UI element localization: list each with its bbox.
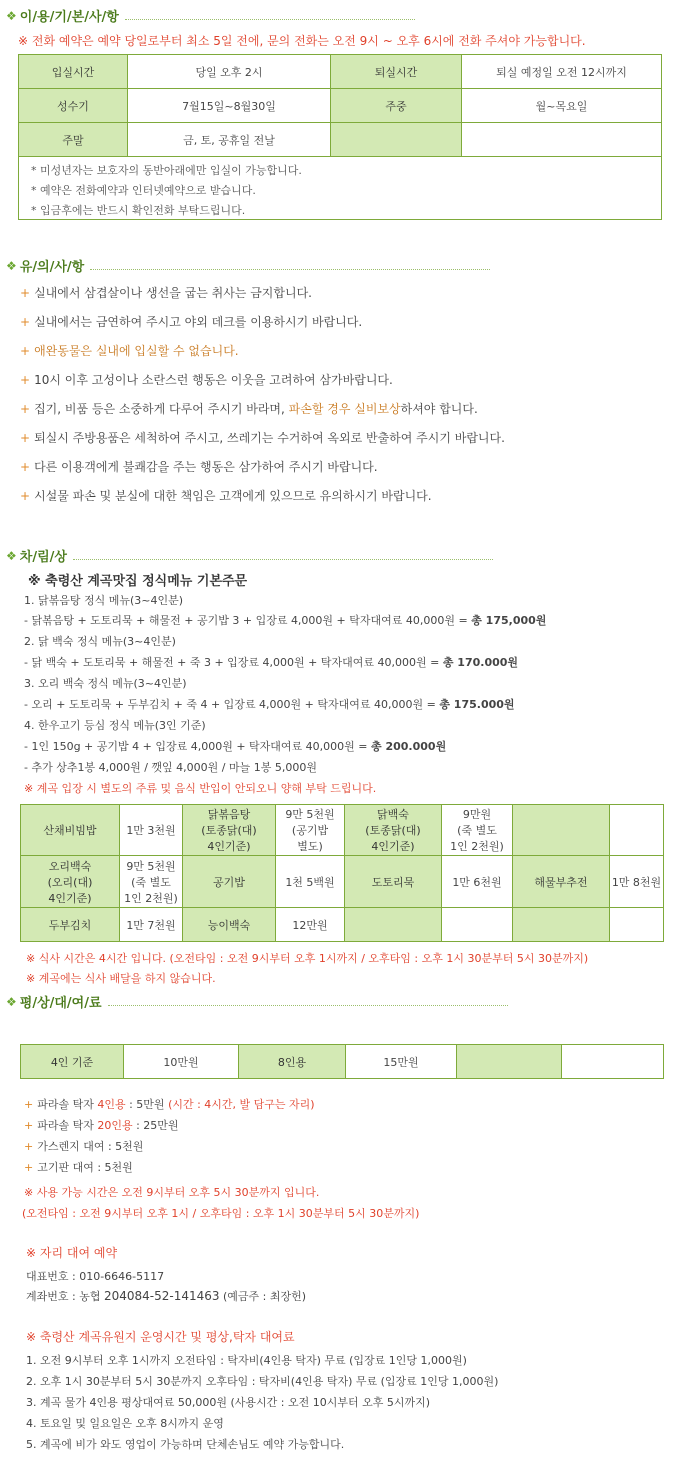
delivery-note: ※ 계곡에는 식사 배달을 하지 않습니다. [26, 972, 216, 985]
list-item: 2. 닭 백숙 정식 메뉴(3~4인분) [24, 635, 176, 648]
list-item: 4. 한우고기 등심 정식 메뉴(3인 기준) [24, 719, 206, 732]
dotted-divider [125, 12, 415, 20]
basic-info-table: 입실시간 당일 오후 2시 퇴실시간 퇴실 예정일 오전 12시까지 성수기 7월15일~8월30일 주중 월~목요일 주말 금, 토, 공휴일 전날 [18, 54, 662, 157]
list-item: 4. 토요일 및 일요일은 오후 8시까지 운영 [26, 1417, 224, 1430]
usage-hours-detail: (오전타임 : 오전 9시부터 오후 1시 / 오후타임 : 오후 1시 30분부터 5시 30분까지) [22, 1207, 420, 1220]
list-item: + 고기판 대여 : 5천원 [24, 1161, 133, 1174]
list-item: 5. 계곡에 비가 와도 영업이 가능하며 단체손님도 예약 가능합니다. [26, 1438, 345, 1451]
usage-hours-note: ※ 사용 가능 시간은 오전 9시부터 오후 5시 30분까지 입니다. [24, 1186, 320, 1199]
list-item: 2. 오후 1시 30분부터 5시 30분까지 오후타임 : 탁자비(4인용 탁자) 무료 (입장료 1인당 1,000원) [26, 1375, 499, 1388]
list-item: + 10시 이후 고성이나 소란스런 행동은 이웃을 고려하여 삼가바랍니다. [20, 373, 393, 387]
dotted-divider [90, 262, 490, 270]
phone-line: 대표번호 : 010-6646-5117 [26, 1270, 165, 1283]
list-item: - 오리 + 도토리묵 + 두부김치 + 죽 4 + 입장료 4,000원 + 탁자대여료 40,000원 = 총 175.000원 [24, 698, 515, 711]
list-item: 3. 계곡 물가 4인용 평상대여료 50,000원 (사용시간 : 오전 10시부터 오후 5시까지) [26, 1396, 431, 1409]
operations-title: ※ 축령산 계곡유원지 운영시간 및 평상,탁자 대여료 [26, 1330, 295, 1344]
dotted-divider [73, 552, 493, 560]
meal-time-note: ※ 식사 시간은 4시간 입니다. (오전타임 : 오전 9시부터 오후 1시까지 / 오후타임 : 오후 1시 30분부터 5시 30분까지) [26, 952, 589, 965]
basic-notes: * 미성년자는 보호자의 동반아래에만 입실이 가능합니다. * 예약은 전화예약과 인터넷예약으로 받습니다. * 입금후에는 반드시 확인전화 부탁드립니다. [18, 156, 662, 220]
reservation-title: ※ 자리 대여 예약 [26, 1246, 118, 1260]
section-caution-title: ❖ 유/의/사/항 [6, 256, 490, 275]
section-rental-title: ❖ 평/상/대/여/료 [6, 992, 508, 1011]
list-item: 1. 닭볶음탕 정식 메뉴(3~4인분) [24, 594, 184, 607]
list-item: + 애완동물은 실내에 입실할 수 없습니다. [20, 344, 239, 358]
list-item: 1. 오전 9시부터 오후 1시까지 오전타임 : 탁자비(4인용 탁자) 무료 (입장료 1인당 1,000원) [26, 1354, 467, 1367]
dotted-divider [108, 998, 508, 1006]
account-line: 계좌번호 : 농협 204084-52-141463 (예금주 : 최장헌) [26, 1289, 307, 1303]
menu-price-table: 산채비빔밥 1만 3천원 닭볶음탕 (토종닭(대) 4인기준) 9만 5천원 (공기밥 별도) 닭백숙 (토종닭(대) 4인기준) 9만원 (죽 별도 1인 2천원) 오리백숙 (오리(대) 4인기준) 9만 5천원 (죽 별도 1인 2천원) 공기밥 1천 5백원 도토리묵 1만 6천원 해물부추전 1만 8천원 두부김치 1만 7천원 능이백숙 12만원 [20, 804, 664, 942]
list-item: - 추가 상추1봉 4,000원 / 깻잎 4,000원 / 마늘 1봉 5,000원 [24, 761, 317, 774]
phone-number[interactable]: 010-6646-5117 [79, 1270, 165, 1283]
list-item: + 다른 이용객에게 불쾌감을 주는 행동은 삼가하여 주시기 바랍니다. [20, 460, 378, 474]
list-item: - 닭 백숙 + 도토리묵 + 해물전 + 죽 3 + 입장료 4,000원 + 탁자대여료 40,000원 = 총 170.000원 [24, 656, 519, 669]
list-item: - 1인 150g + 공기밥 4 + 입장료 4,000원 + 탁자대여료 40,000원 = 총 200.000원 [24, 740, 447, 753]
reservation-notice: ※ 전화 예약은 예약 당일로부터 최소 5일 전에, 문의 전화는 오전 9시 ~ 오후 6시에 전화 주셔야 가능합니다. [18, 34, 586, 48]
list-item: + 퇴실시 주방용품은 세척하여 주시고, 쓰레기는 수거하여 옥외로 반출하여 주시기 바랍니다. [20, 431, 505, 445]
menu-warning: ※ 계곡 입장 시 별도의 주류 및 음식 반입이 안되오니 양해 부탁 드립니다. [24, 782, 377, 795]
list-item: + 실내에서 삼겹살이나 생선을 굽는 취사는 금지합니다. [20, 286, 312, 300]
list-item: + 파라솔 탁자 20인용 : 25만원 [24, 1119, 179, 1132]
list-item: + 파라솔 탁자 4인용 : 5만원 (시간 : 4시간, 발 담구는 자리) [24, 1098, 315, 1111]
list-item: 3. 오리 백숙 정식 메뉴(3~4인분) [24, 677, 187, 690]
section-basic-title: ❖ 이/용/기/본/사/항 [6, 6, 415, 25]
list-item: + 시설물 파손 및 분실에 대한 책임은 고객에게 있으므로 유의하시기 바랍니다. [20, 489, 432, 503]
diamond-icon: ❖ [6, 8, 17, 23]
menu-heading: ※ 축령산 계곡맛집 정식메뉴 기본주문 [28, 574, 248, 589]
rental-price-table: 4인 기준 10만원 8인용 15만원 [20, 1044, 664, 1079]
diamond-icon: ❖ [6, 258, 17, 273]
list-item: + 집기, 비품 등은 소중하게 다루어 주시기 바라며, 파손할 경우 실비보상하셔야 합니다. [20, 402, 478, 416]
section-menu-title: ❖ 차/림/상 [6, 546, 493, 565]
list-item: + 실내에서는 금연하여 주시고 야외 데크를 이용하시기 바랍니다. [20, 315, 363, 329]
diamond-icon: ❖ [6, 548, 17, 563]
diamond-icon: ❖ [6, 994, 17, 1009]
list-item: - 닭볶음탕 + 도토리묵 + 해물전 + 공기밥 3 + 입장료 4,000원 + 탁자대여료 40,000원 = 총 175,000원 [24, 614, 547, 627]
list-item: + 가스렌지 대여 : 5천원 [24, 1140, 144, 1153]
